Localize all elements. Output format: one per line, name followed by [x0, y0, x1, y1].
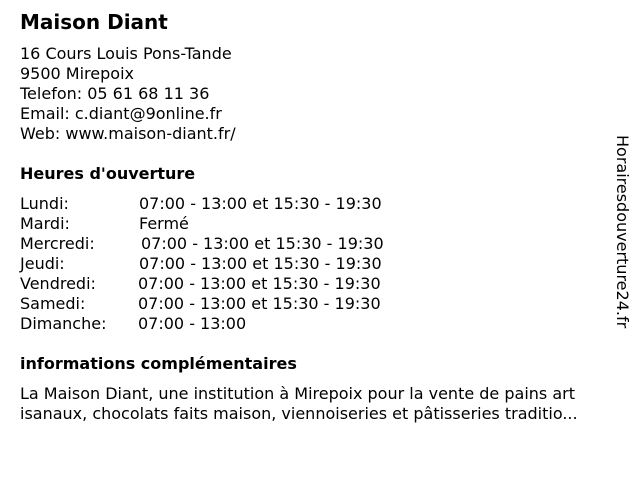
info-heading: informations complémentaires	[20, 354, 297, 373]
day-label: Mardi:	[20, 214, 70, 233]
day-hours: 07:00 - 13:00 et 15:30 - 19:30	[139, 194, 382, 213]
day-hours: 07:00 - 13:00	[138, 314, 247, 333]
info-description	[20, 384, 630, 424]
day-label: Jeudi:	[20, 254, 65, 273]
watermark-text: Horairesdouverture24.fr	[613, 135, 632, 329]
hours-row-monday	[20, 194, 460, 214]
day-label: Lundi:	[20, 194, 69, 213]
site-watermark	[612, 135, 632, 345]
day-label: Mercredi:	[20, 234, 95, 253]
day-hours: 07:00 - 13:00 et 15:30 - 19:30	[138, 294, 381, 313]
day-label: Samedi:	[20, 294, 86, 313]
hours-row-friday	[20, 274, 460, 294]
phone-line: Telefon: 05 61 68 11 36	[20, 84, 210, 103]
day-hours: 07:00 - 13:00 et 15:30 - 19:30	[141, 234, 384, 253]
day-label: Dimanche:	[20, 314, 107, 333]
info-line: La Maison Diant, une institution à Mirepoix pour la vente de pains art	[20, 384, 575, 403]
web-line: Web: www.maison-diant.fr/	[20, 124, 236, 143]
hours-row-thursday	[20, 254, 460, 274]
hours-row-wednesday	[20, 234, 460, 254]
address-line-street: 16 Cours Louis Pons-Tande	[20, 44, 232, 63]
info-line: isanaux, chocolats faits maison, viennoiseries et pâtisseries traditio...	[20, 404, 578, 423]
contact-block	[20, 44, 236, 144]
email-line: Email: c.diant@9online.fr	[20, 104, 222, 123]
hours-row-tuesday	[20, 214, 460, 234]
hours-row-saturday	[20, 294, 460, 314]
day-hours: 07:00 - 13:00 et 15:30 - 19:30	[139, 254, 382, 273]
day-label: Vendredi:	[20, 274, 96, 293]
day-hours: Fermé	[139, 214, 189, 233]
hours-heading: Heures d'ouverture	[20, 164, 196, 183]
hours-table	[20, 194, 460, 334]
day-hours: 07:00 - 13:00 et 15:30 - 19:30	[138, 274, 381, 293]
hours-row-sunday	[20, 314, 460, 334]
address-line-city: 9500 Mirepoix	[20, 64, 134, 83]
business-name: Maison Diant	[20, 10, 168, 34]
